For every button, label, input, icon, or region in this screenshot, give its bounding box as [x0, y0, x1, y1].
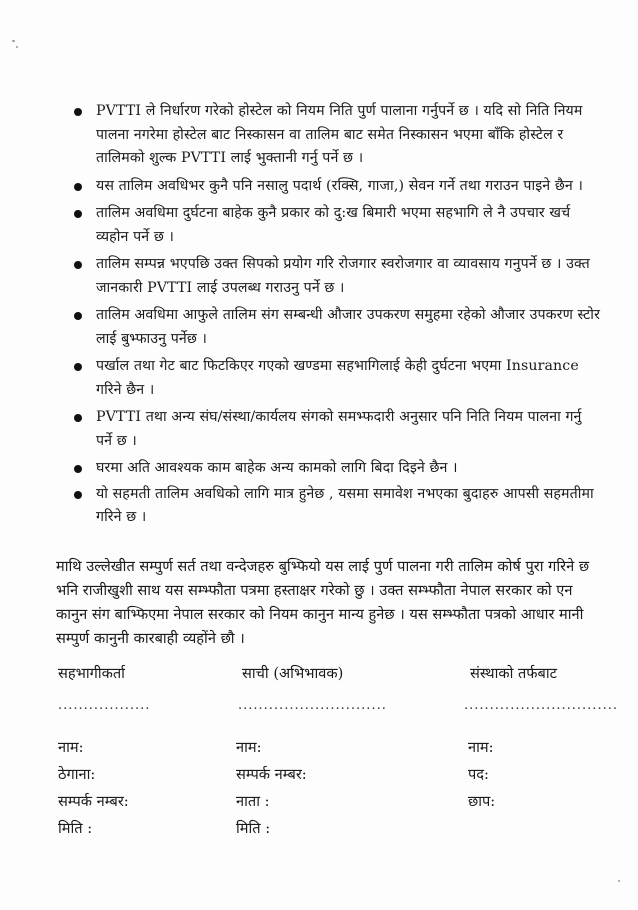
rule-text: पर्खाल तथा गेट बाट फिटकिएर गएको खण्डमा सहभागिलाई केही दुर्घटना भएमा Insurance गरिने छैन । — [96, 358, 579, 398]
witness-relation-label: नाता : — [236, 793, 270, 810]
rule-item — [72, 175, 602, 199]
bullet-icon — [74, 183, 82, 191]
witness-name-label: नाम: — [236, 739, 262, 756]
rule-text: तालिम अवधिमा दुर्घटना बाहेक कुनै प्रकार को दु:ख बिमारी भएमा सहभागि ले नै उपचार खर्च व्यहोन पर्ने छ । — [96, 205, 571, 245]
rule-item — [72, 483, 602, 530]
participant-name-label: नाम: — [58, 739, 84, 756]
witness-contact-label: सम्पर्क नम्बर: — [236, 766, 307, 783]
participant-date-label: मिति : — [58, 820, 93, 837]
participant-contact-label: सम्पर्क नम्बर: — [58, 793, 129, 810]
participant-heading: सहभागीकर्ता — [58, 665, 125, 682]
organization-name-label: नाम: — [468, 739, 494, 756]
bullet-icon — [74, 414, 82, 422]
rule-text: PVTTI तथा अन्य संघ/संस्था/कार्यलय संगको समभ्फदारी अनुसार पनि निति नियम पालना गर्नु पर्ने छ । — [96, 409, 582, 449]
witness-heading: साची (अभिभावक) — [242, 665, 344, 682]
rule-text: यो सहमती तालिम अवधिको लागि मात्र हुनेछ , यसमा समावेश नभएका बुदाहरु आपसी सहमतीमा गरिने छ । — [96, 485, 594, 525]
witness-date-label: मिति : — [236, 820, 271, 837]
rule-item — [72, 304, 602, 351]
participant-signature-line: .................. — [58, 698, 151, 713]
witness-signature-line: ............................. — [238, 698, 387, 713]
rule-text: घरमा अति आवश्यक काम बाहेक अन्य कामको लागि बिदा दिइने छैन । — [96, 460, 458, 476]
organization-position-label: पद: — [468, 766, 489, 783]
rule-text: तालिम सम्पन्न भएपछि उक्त सिपको प्रयोग गरि रोजगार स्वरोजगार वा व्यावसाय गनुपर्ने छ । उक्त जानकारी PVTTI लाई उपलब्ध गराउनु पर्ने छ । — [96, 256, 590, 296]
scan-speck — [12, 40, 15, 42]
rule-item — [72, 202, 602, 249]
rule-item — [72, 100, 602, 171]
rule-text: तालिम अवधिमा आफुले तालिम संग सम्बन्धी औजार उपकरण समुहमा रहेको औजार उपकरण स्टोर लाई बुभ्फाउनु पर्नेछ । — [96, 307, 600, 347]
scan-speck — [16, 46, 18, 48]
bullet-icon — [74, 261, 82, 269]
organization-signature-line: .............................. — [464, 698, 618, 713]
bullet-icon — [74, 312, 82, 320]
bullet-icon — [74, 491, 82, 499]
rules-list — [72, 100, 602, 534]
bullet-icon — [74, 210, 82, 218]
organization-heading: संस्थाको तर्फबाट — [470, 665, 558, 682]
bullet-icon — [74, 465, 82, 473]
rule-item — [72, 457, 602, 481]
organization-stamp-label: छाप: — [468, 793, 496, 810]
participant-address-label: ठेगाना: — [58, 766, 96, 783]
scan-speck — [618, 880, 620, 882]
bullet-icon — [74, 108, 82, 116]
bullet-icon — [74, 363, 82, 371]
rule-item — [72, 253, 602, 300]
rule-text: PVTTI ले निर्धारण गरेको होस्टेल को नियम निति पुर्ण पालाना गर्नुपर्ने छ । यदि सो निति नियम पालना नगरेमा होस्टेल बाट निस्कासन वा तालिम बाट समेत निस्कासन भएमा बाँकि होस्टेल र तालिमको शुल्क PVTTI लाई भुक्तानी गर्नु पर्ने छ । — [96, 103, 583, 166]
rule-item — [72, 406, 602, 453]
agreement-paragraph: माथि उल्लेखीत सम्पुर्ण सर्त तथा वन्देजहरु बुभ्फियो यस लाई पुर्ण पालना गरी तालिम कोर्ष पुरा गरिने छ भनि राजीखुशी साथ यस सम्भ्फौता पत्रमा हस्ताक्षर गरेको छु । उक्त सम्भ्फौता नेपाल सरकार को एन कानुन संग बाभ्फिएमा नेपाल सरकार को नियम कानुन मान्य हुनेछ । यस सम्भ्फौता पत्रको आधार मानी सम्पुर्ण कानुनी कारबाही व्यहोंने छौ । — [56, 558, 590, 647]
rule-item — [72, 355, 602, 402]
rule-text: यस तालिम अवधिभर कुनै पनि नसालु पदार्थ (रक्सि, गाजा,) सेवन गर्ने तथा गराउन पाइने छैन । — [96, 177, 583, 194]
